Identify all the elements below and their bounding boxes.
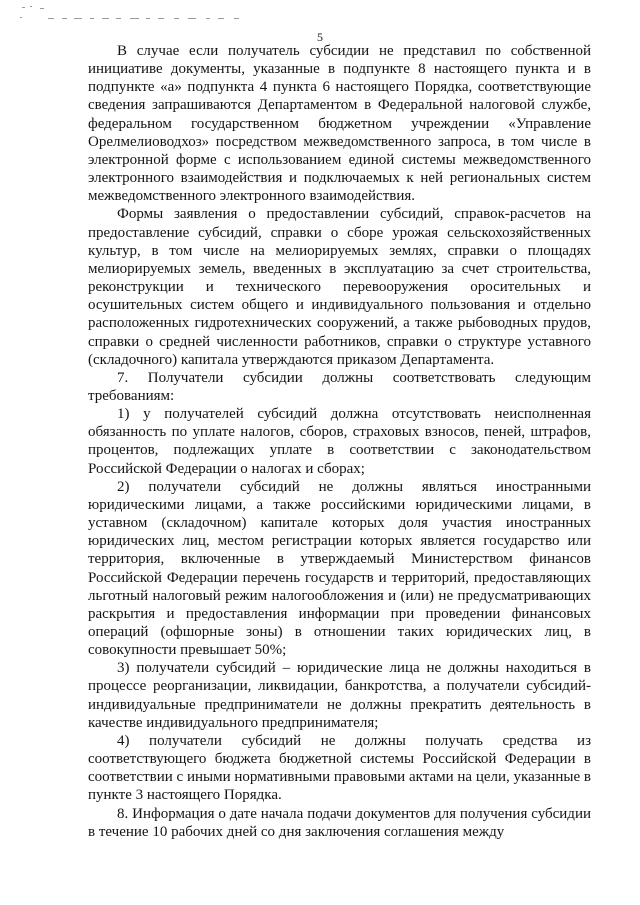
scan-artifact-marks: [18, 4, 258, 22]
document-body: [88, 42, 591, 841]
paragraph-requirement-3: 3) получатели субсидий – юридические лица не должны находиться в процессе реорганизации, ликвидации, банкротства, а получатели субсидий-индивидуальные предприниматели не должны прекратить деятельность в качестве индивидуального предпринимателя;: [88, 660, 591, 731]
paragraph-requirement-4: 4) получатели субсидий не должны получать средства из соответствующего бюджета бюджетной системы Российской Федерации в соответствии с иными нормативными правовыми актами на цели, указанные в пункте 3 настоящего Порядка.: [88, 732, 591, 804]
paragraph-intro-request: В случае если получатель субсидии не представил по собственной инициативе документы, указанные в подпункте 8 настоящего пункта и в подпункте «а» подпункта 4 пункта 6 настоящего Порядка, соответствующие сведения запрашиваются Департаментом в Федеральной налоговой службе, федеральном государственном бюджетном учреждении «Управление Орелмелиоводхоз» посредством межведомственного запроса, в том числе в электронной форме с использованием единой системы межведомственного электронного взаимодействия и подключаемых к ней региональных систем межведомственного электронного взаимодействия.: [88, 43, 591, 205]
paragraph-item-7: 7. Получатели субсидии должны соответствовать следующим требованиям:: [88, 369, 591, 404]
paragraph-item-8: 8. Информация о дате начала подачи документов для получения субсидии в течение 10 рабочих дней со дня заключения соглашения между: [88, 805, 591, 840]
paragraph-forms: Формы заявления о предоставлении субсидий, справок-расчетов на предоставление субсидий, справки о сборе урожая сельскохозяйственных культур, в том числе на мелиорируемых землях, справки о площадях мелиорируемых земель, введенных в эксплуатацию за счет строительства, реконструкции и технического перевооружения оросительных и осушительных систем общего и индивидуального пользования и отдельно расположенных гидротехнических сооружений, а также рыбоводных прудов, справки о средней численности работников, справки о структуре уставного (складочного) капитала утверждаются приказом Департамента.: [88, 206, 591, 368]
page-number: 5: [317, 30, 323, 44]
paragraph-requirement-1: 1) у получателей субсидий должна отсутствовать неисполненная обязанность по уплате налогов, сборов, страховых взносов, пеней, штрафов, процентов, подлежащих уплате в соответствии с законодательством Российской Федерации о налогах и сборах;: [88, 406, 591, 477]
paragraph-requirement-2: 2) получатели субсидий не должны являться иностранными юридическими лицами, а также российскими юридическими лицами, в уставном (складочном) капитале которых доля участия иностранных юридических лиц, местом регистрации которых является государство или территория, включенные в утверждаемый Министерством финансов Российской Федерации перечень государств и территорий, предоставляющих льготный налоговый режим налогообложения и (или) не предусматривающих раскрытия и предоставления информации при проведении финансовых операций (офшорные зоны) в отношении таких юридических лиц, в совокупности превышает 50%;: [88, 478, 591, 659]
